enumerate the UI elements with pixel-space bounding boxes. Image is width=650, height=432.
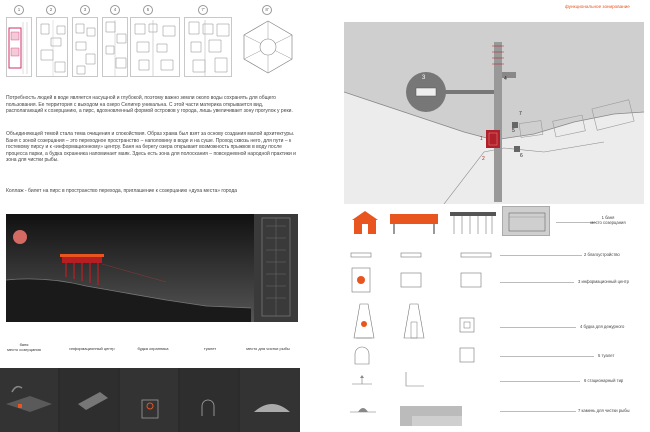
site-plan-marker: 7 bbox=[519, 111, 522, 117]
info-center-icon bbox=[350, 266, 372, 294]
diagram-thumb bbox=[184, 17, 232, 77]
page-title: функциональное зонирование bbox=[565, 4, 630, 9]
diagram-number: 1 bbox=[14, 5, 24, 15]
toilet-icon bbox=[352, 346, 372, 366]
caption-guard-booth: будка охранника bbox=[137, 346, 169, 351]
guard-plan-icon bbox=[458, 316, 476, 334]
diagram-number: 4 bbox=[110, 5, 120, 15]
info-plan-icon bbox=[400, 272, 422, 288]
legend-item-6: 6 стационарный тир bbox=[584, 378, 624, 383]
bath-house-icon bbox=[348, 208, 382, 236]
diagram-thumb bbox=[102, 17, 128, 77]
site-plan-marker: 4 bbox=[504, 76, 507, 82]
legend-item-2: 2 благоустройство bbox=[584, 252, 620, 257]
shooting-range-icon bbox=[350, 372, 374, 386]
diagram-number: 3 bbox=[80, 5, 90, 15]
diagram-thumb bbox=[237, 17, 299, 77]
caption-info-center: информационный центр bbox=[69, 346, 115, 351]
bench-icon bbox=[400, 250, 422, 260]
guard-booth-icon bbox=[350, 300, 378, 340]
leader-line bbox=[500, 411, 576, 412]
diagram-number: 5 bbox=[143, 5, 153, 15]
bench-icon bbox=[460, 250, 492, 260]
site-plan-marker: 2 bbox=[482, 156, 485, 162]
bath-plan-card bbox=[502, 206, 550, 236]
legend-item-4: 4 будка для дежурного bbox=[580, 324, 625, 329]
bath-roof-icon bbox=[388, 208, 440, 236]
caption-toilet: туалет bbox=[203, 346, 217, 351]
diagram-thumb bbox=[72, 17, 98, 77]
guard-booth-icon bbox=[400, 300, 428, 340]
site-plan-marker: 5 bbox=[512, 128, 515, 134]
legend-item-5: 5 туалет bbox=[598, 353, 615, 358]
site-plan bbox=[344, 22, 644, 204]
fish-stone-icon bbox=[348, 400, 378, 414]
legend-item-3: 3 информационный центр bbox=[578, 279, 629, 284]
section-render bbox=[6, 214, 298, 322]
leader-line bbox=[500, 356, 594, 357]
leader-line bbox=[500, 282, 574, 283]
diagram-thumb bbox=[36, 17, 68, 77]
legend-item-1: 1 баня место созерцания bbox=[590, 215, 626, 225]
site-plan-marker: 1 bbox=[480, 136, 483, 142]
leader-line bbox=[500, 381, 580, 382]
shooting-plan-icon bbox=[404, 370, 426, 388]
fish-stone-plan bbox=[400, 406, 462, 426]
leader-line bbox=[500, 255, 582, 256]
intro-paragraph: Потребность людей в воде является насущной и глубокой, поэтому важно земли около воды сохранять для общего пользования. Ее территория с выходом на озеро Селигер уникальна. С этой части материка открывается вид, располагающий к созерцанию, а пирс, вдохновленный формой островов у города, лишь увеличивает зону прогулок у реки. bbox=[6, 95, 293, 115]
diagram-number: 8' bbox=[262, 5, 272, 15]
render-strip bbox=[0, 368, 300, 432]
caption-fish-cleaning: место для чистки рыбы bbox=[246, 346, 290, 351]
diagram-thumb bbox=[6, 17, 32, 77]
collage-paragraph: Коллаж - билет на пирс в пространство перехода, приглашение к созерцанию «духа места» города bbox=[6, 188, 238, 194]
site-plan-marker: 3 bbox=[422, 75, 426, 81]
diagram-thumb bbox=[130, 17, 180, 77]
diagram-number: 7' bbox=[198, 5, 208, 15]
concept-paragraph: Объединяющей темой стала тема очищения и спокойствия. Образ храма был взят за основу создания малой архитектуры. Баня с зоной созерцания – это переходное пространство – наполовину в воде и на суше. Проход сквозь него, для пути – к гостевому пирсу и к «информационному» центру. Баня на берегу озера открывает возможность прыжков в воду после процесса парки, а будка охранника напоминает маяк. Здесь есть зона для полоскания – повседневной народной практики и зона для чистки рыбы. bbox=[6, 131, 296, 164]
pavilion-icon bbox=[448, 208, 498, 236]
diagram-number: 2 bbox=[46, 5, 56, 15]
info-plan-icon bbox=[460, 272, 482, 288]
legend-item-7: 7 камень для чистки рыбы bbox=[578, 408, 630, 413]
bench-icon bbox=[350, 250, 372, 260]
leader-line bbox=[500, 327, 576, 328]
toilet-plan-icon bbox=[458, 346, 476, 364]
caption-bath: баня место созерцания bbox=[7, 342, 41, 352]
site-plan-marker: 6 bbox=[520, 153, 523, 159]
